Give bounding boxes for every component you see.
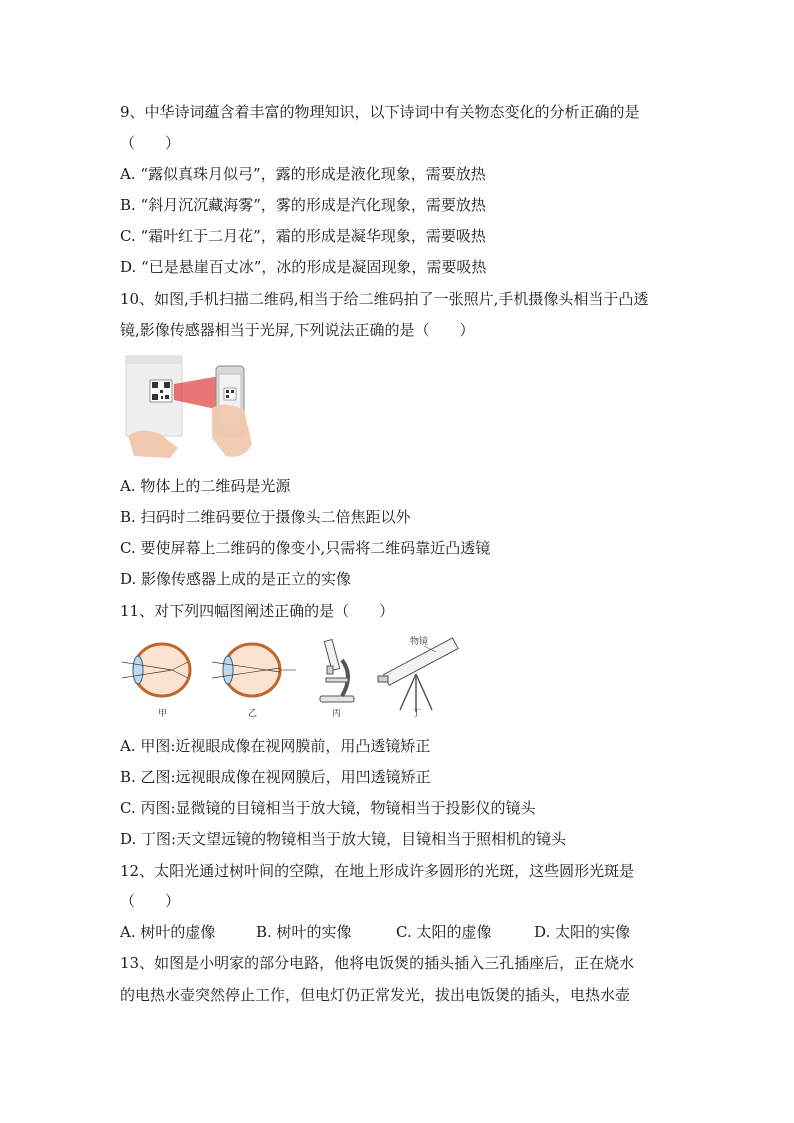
q12-stem: 12、太阳光通过树叶间的空隙，在地上形成许多圆形的光斑，这些圆形光斑是 xyxy=(120,862,635,880)
caption-yi: 乙 xyxy=(248,709,258,719)
q13-stem-line1: 13、如图是小明家的部分电路，他将电饭煲的插头插入三孔插座后，正在烧水 xyxy=(120,954,635,972)
q9-option-a: A. “露似真珠月似弓”，露的形成是液化现象，需要放热 xyxy=(120,165,486,183)
q10-stem-line1: 10、如图,手机扫描二维码,相当于给二维码拍了一张照片,手机摄像头相当于凸透 xyxy=(120,290,649,308)
q11-option-b: B. 乙图:远视眼成像在视网膜后，用凹透镜矫正 xyxy=(120,768,431,786)
q12-option-d: D. 太阳的实像 xyxy=(534,923,631,941)
q10-option-a: A. 物体上的二维码是光源 xyxy=(120,477,291,495)
qr-scan-figure xyxy=(120,352,270,464)
q11-option-c: C. 丙图:显微镜的目镜相当于放大镜，物镜相当于投影仪的镜头 xyxy=(120,799,536,817)
eye-diagram-yi xyxy=(212,644,296,719)
q10-option-d: D. 影像传感器上成的是正立的实像 xyxy=(120,570,352,588)
caption-jia: 甲 xyxy=(158,709,168,719)
caption-ding: 丁 xyxy=(412,709,422,719)
q12-option-a: A. 树叶的虚像 xyxy=(120,923,216,941)
q10-stem-line2: 镜,影像传感器相当于光屏,下列说法正确的是（ ） xyxy=(120,321,475,339)
q12-paren: （ ） xyxy=(120,892,181,910)
optics-figures xyxy=(120,630,470,722)
microscope-icon xyxy=(320,639,354,719)
caption-bing: 丙 xyxy=(332,709,342,719)
objective-lens-label: 物镜 xyxy=(410,637,429,647)
q11-option-d: D. 丁图:天文望远镜的物镜相当于放大镜，目镜相当于照相机的镜头 xyxy=(120,830,567,848)
q10-option-b: B. 扫码时二维码要位于摄像头二倍焦距以外 xyxy=(120,508,411,526)
q9-paren: （ ） xyxy=(120,134,181,152)
q9-option-d: D. “已是悬崖百丈冰”，冰的形成是凝固现象，需要吸热 xyxy=(120,258,487,276)
qr-code-icon xyxy=(150,380,172,402)
q9-option-c: C. “霜叶红于二月花”，霜的形成是凝华现象，需要吸热 xyxy=(120,227,486,245)
q12-option-c: C. 太阳的虚像 xyxy=(396,923,492,941)
telescope-icon xyxy=(378,635,458,719)
q12-option-b: B. 树叶的实像 xyxy=(256,923,352,941)
q13-stem-line2: 的电热水壶突然停止工作，但电灯仍正常发光，拔出电饭煲的插头，电热水壶 xyxy=(120,986,631,1004)
q9-option-b: B. “斜月沉沉藏海雾”，雾的形成是汽化现象，需要放热 xyxy=(120,196,486,214)
q9-stem: 9、中华诗词蕴含着丰富的物理知识，以下诗词中有关物态变化的分析正确的是 xyxy=(120,103,640,121)
q11-option-a: A. 甲图:近视眼成像在视网膜前，用凸透镜矫正 xyxy=(120,737,431,755)
q10-option-c: C. 要使屏幕上二维码的像变小,只需将二维码靠近凸透镜 xyxy=(120,539,491,557)
eye-diagram-jia xyxy=(122,644,190,719)
q11-stem: 11、对下列四幅图阐述正确的是（ ） xyxy=(120,602,395,620)
